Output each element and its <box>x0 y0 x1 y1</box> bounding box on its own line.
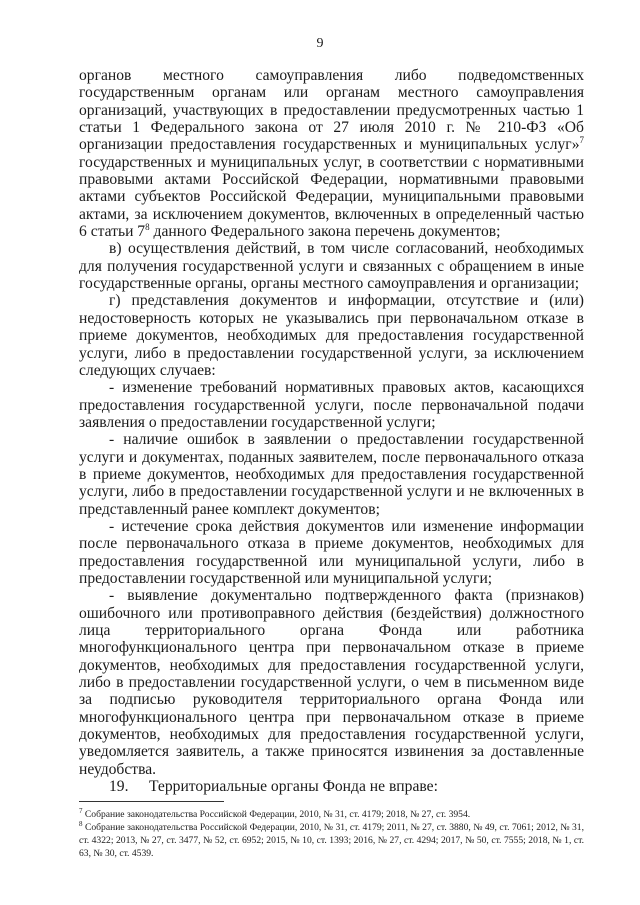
footnote-8 <box>79 821 584 860</box>
list-item-dash-2: - наличие ошибок в заявлении о предоставлении государственной услуги и документах, поданных заявителем, после первоначального отказа в приеме документов, необходимых для предоставления государственной услуги, либо в предоставлении государственной услуги и не включенных в представленный ранее комплект документов; <box>79 431 584 518</box>
page-number: 9 <box>316 36 324 51</box>
paragraph-item-19 <box>79 778 584 795</box>
paragraph-text: государственных и муниципальных услуг, в соответствии с нормативными правовыми актами Российской Федерации, нормативными правовыми актами субъектов Российской Федерации, муниципальными правовыми актами, за исключением документов, включенных в определенный частью 6 статьи 7 <box>79 153 584 241</box>
footnote-text: Собрание законодательства Российской Федерации, 2010, № 31, ст. 4179; 2011, № 27, ст. 3880, № 49, ст. 7061; 2012, № 31, ст. 4322; 2013, № 27, ст. 3477, № 52, ст. 6952; 2015, № 10, ст. 1393; 2016, № 27, ст. 4294; 2017, № 50, ст. 7555; 2018, № 1, ст. 63, № 30, ст. 4539. <box>79 822 584 860</box>
paragraph-item-g: г) представления документов и информации, отсутствие и (или) недостоверность которых не указывались при первоначальном отказе в приеме документов, необходимых для предоставления государственной услуги, либо в предоставлении государственной услуги, за исключением следующих случаев: <box>79 292 584 379</box>
item-19-text: Территориальные органы Фонда не вправе: <box>149 778 438 796</box>
footnote-text: Собрание законодательства Российской Федерации, 2010, № 31, ст. 4179; 2018, № 27, ст. 3954. <box>82 809 471 820</box>
footnote-mark: 7 <box>79 806 83 815</box>
body-text <box>79 67 584 795</box>
paragraph-item-v: в) осуществления действий, в том числе согласований, необходимых для получения государственной услуги и связанных с обращением в иные государственные органы, органы местного самоуправления и организации; <box>79 240 584 293</box>
footnote-ref-7: 7 <box>579 135 584 146</box>
list-item-dash-1: - изменение требований нормативных правовых актов, касающихся предоставления государственной услуги, после первоначальной подачи заявления о предоставлении государственной услуги; <box>79 379 584 431</box>
footnote-ref-8: 8 <box>145 221 150 232</box>
footnote-mark: 8 <box>79 819 83 828</box>
paragraph-text: органов местного самоуправления либо подведомственных государственным органам или органам местного самоуправления организаций, участвующих в предоставлении предусмотренных частью 1 статьи 1 Федерального закона от 27 июля 2010 г. № 210-ФЗ «Об организации предоставления государственных и муниципальных услуг» <box>79 67 584 154</box>
footnotes <box>79 808 584 860</box>
footnote-7 <box>79 808 584 821</box>
list-item-dash-3: - истечение срока действия документов или изменение информации после первоначального отказа в приеме документов, необходимых для предоставления государственной или муниципальной услуги, либо в предоставлении государственной или муниципальной услуги; <box>79 517 584 587</box>
paragraph-continuation <box>79 67 584 240</box>
paragraph-text: данного Федерального закона перечень документов; <box>149 223 501 241</box>
list-item-dash-4: - выявление документально подтвержденного факта (признаков) ошибочного или противоправного действия (бездействия) должностного лица территориального органа Фонда или работника многофункционального центра при первоначальном отказе в приеме документов, необходимых для предоставления государственной услуги, либо в предоставлении государственной услуги, о чем в письменном виде за подписью руководителя территориального органа Фонда или многофункционального центра при первоначальном отказе в приеме документов, необходимых для предоставления государственной услуги, уведомляется заявитель, а также приносятся извинения за доставленные неудобства. <box>79 587 584 778</box>
item-19-number: 19. <box>109 778 129 796</box>
footnote-divider <box>79 801 224 802</box>
